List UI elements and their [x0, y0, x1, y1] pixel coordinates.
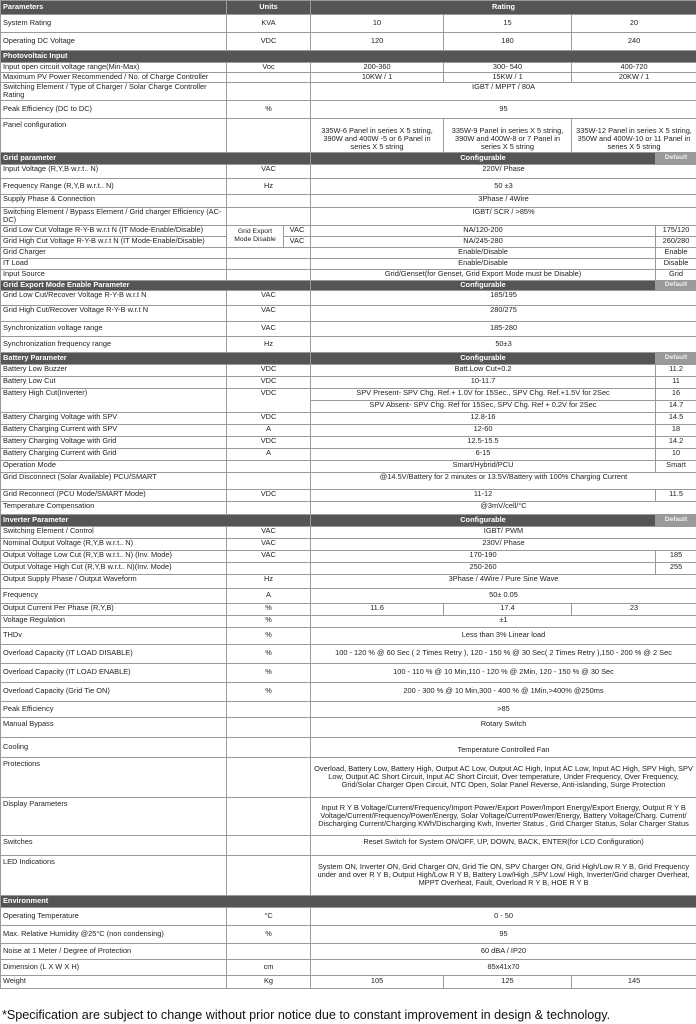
row-label: Manual Bypass: [1, 717, 227, 737]
value-cell: 0 - 50: [311, 907, 696, 925]
table-row: [1, 118, 696, 152]
value-cell: Smart/Hybrid/PCU: [311, 460, 656, 472]
table-row: [1, 83, 696, 101]
value-cell: 50 ±3: [311, 178, 696, 194]
table-row: [1, 574, 696, 588]
row-label: Temperature Compensation: [1, 501, 227, 514]
row-unit: %: [227, 925, 311, 943]
row-unit: %: [227, 615, 311, 627]
value-cell: 185-280: [311, 321, 696, 336]
header-parameters: Parameters: [1, 1, 227, 15]
table-row: [1, 682, 696, 701]
row-label: Voltage Regulation: [1, 615, 227, 627]
table-row: [1, 855, 696, 895]
row-label: Switching Element / Type of Charger / Solar Charge Controller Rating: [1, 83, 227, 101]
section-title: Photovoltaic Input: [1, 51, 696, 63]
value-cell: System ON, Inverter ON, Grid Charger ON, Grid Tie ON, SPV Charger ON, Grid High/Low R Y B, Grid Frequency under and over R Y B, Output High/Low R Y B, Battery Low/High ,SPV Low/ High, Inverter/Grid charger Overheat, MPPT Overheat, Fault, Overload R Y B, HOE R Y B: [311, 855, 696, 895]
row-label: Output Voltage Low Cut (R,Y,B w.r.t.. N) (Inv. Mode): [1, 550, 227, 562]
row-unit: %: [227, 663, 311, 682]
table-row: [1, 959, 696, 975]
default-cell: 10: [656, 448, 696, 460]
row-label: Input Voltage (R,Y,B w.r.t.. N): [1, 164, 227, 178]
row-label: Grid Reconnect (PCU Mode/SMART Mode): [1, 489, 227, 501]
row-unit: [227, 757, 311, 797]
row-label: Nominal Output Voltage (R,Y,B w.r.t.. N): [1, 538, 227, 550]
value-cell: 20: [572, 15, 696, 33]
row-unit: Hz: [227, 178, 311, 194]
row-unit: A: [227, 424, 311, 436]
value-cell: 105: [311, 975, 444, 988]
row-unit: %: [227, 644, 311, 663]
row-label: Battery High Cut(Inverter): [1, 388, 227, 412]
default-cell: 185: [656, 550, 696, 562]
row-unit: [227, 501, 311, 514]
row-label: Dimension (L X W X H): [1, 959, 227, 975]
section-header: [1, 51, 696, 63]
table-row: [1, 178, 696, 194]
row-unit: [227, 943, 311, 959]
row-unit: [227, 737, 311, 757]
row-label: Peak Efficiency: [1, 701, 227, 717]
footnote: *Specification are subject to change without prior notice due to constant improvement in design & technology.: [2, 1008, 611, 1022]
table-row: [1, 258, 696, 269]
row-unit: A: [227, 588, 311, 603]
section-header: [1, 895, 696, 907]
row-unit: cm: [227, 959, 311, 975]
table-row: [1, 225, 696, 236]
default-label: Default: [656, 152, 696, 164]
value-cell: 335W-12 Panel in series X 5 string, 350W and 400W-10 or 11 Panel in series X 5 string: [572, 118, 696, 152]
section-header: [1, 514, 696, 526]
table-row: [1, 63, 696, 73]
row-unit: Hz: [227, 336, 311, 352]
row-unit: [227, 73, 311, 83]
row-label: Overload Capacity (Grid Tie ON): [1, 682, 227, 701]
configurable-label: Configurable: [311, 514, 656, 526]
row-unit: [227, 701, 311, 717]
row-label: Noise at 1 Meter / Degree of Protection: [1, 943, 227, 959]
row-label: Panel configuration: [1, 118, 227, 152]
value-cell: 100 - 120 % @ 60 Sec ( 2 Times Retry ), 120 - 150 % @ 30 Sec( 2 Times Retry ),150 - 200 % @ 2 Sec: [311, 644, 696, 663]
row-unit: %: [227, 682, 311, 701]
value-cell: IGBT/ PWM: [311, 526, 696, 538]
section-header: [1, 352, 696, 364]
table-row: [1, 73, 696, 83]
row-label: Grid Low Cut/Recover Voltage R-Y-B w.r.t N: [1, 290, 227, 305]
row-label: Grid High Cut Voltage R-Y-B w.r.t N (IT Mode-Enable/Disable): [1, 236, 227, 247]
table-row: [1, 460, 696, 472]
table-row: [1, 925, 696, 943]
value-cell: 3Phase / 4Wire / Pure Sine Wave: [311, 574, 696, 588]
table-row: [1, 717, 696, 737]
default-cell: 175/120: [656, 225, 696, 236]
row-label: Frequency: [1, 588, 227, 603]
table-row: [1, 737, 696, 757]
row-unit: VAC: [227, 290, 311, 305]
row-unit: VAC: [227, 321, 311, 336]
row-unit: [227, 855, 311, 895]
value-cell: 85x41x70: [311, 959, 696, 975]
row-unit: [227, 835, 311, 855]
table-row: [1, 412, 696, 424]
value-cell: NA/245-280: [311, 236, 656, 247]
table-row: [1, 489, 696, 501]
row-label: Cooling: [1, 737, 227, 757]
table-row: [1, 603, 696, 615]
value-cell: IGBT/ SCR / >85%: [311, 207, 696, 225]
value-cell: IGBT / MPPT / 80A: [311, 83, 696, 101]
section-header: [1, 152, 696, 164]
value-cell: 170-190: [311, 550, 656, 562]
table-row: [1, 472, 696, 489]
value-cell: 145: [572, 975, 696, 988]
row-label: Protections: [1, 757, 227, 797]
default-label: Default: [656, 514, 696, 526]
value-cell: Less than 3% Linear load: [311, 627, 696, 644]
section-title: Environment: [1, 895, 696, 907]
table-row: [1, 797, 696, 835]
row-label: Battery Charging Voltage with SPV: [1, 412, 227, 424]
table-row: [1, 305, 696, 321]
value-cell: SPV Present- SPV Chg. Ref.+ 1.0V for 15Sec., SPV Chg. Ref.+1.5V for 2Sec: [311, 388, 656, 400]
table-row: [1, 550, 696, 562]
value-cell: @3mV/cell/°C: [311, 501, 696, 514]
row-unit: [227, 472, 311, 489]
row-unit: [227, 194, 311, 207]
default-cell: 14.5: [656, 412, 696, 424]
default-cell: 18: [656, 424, 696, 436]
value-cell: 12.5-15.5: [311, 436, 656, 448]
row-unit: VAC: [284, 236, 311, 247]
row-label: Overload Capacity (IT LOAD DISABLE): [1, 644, 227, 663]
table-row: [1, 757, 696, 797]
table-row: [1, 336, 696, 352]
row-label: Operating Temperature: [1, 907, 227, 925]
row-unit: VAC: [227, 164, 311, 178]
default-label: Default: [656, 352, 696, 364]
row-unit: [227, 717, 311, 737]
value-cell: Enable/Disable: [311, 247, 656, 258]
row-label: Output Supply Phase / Output Waveform: [1, 574, 227, 588]
row-label: Input Source: [1, 269, 227, 280]
row-unit: [227, 118, 311, 152]
row-label: THDv: [1, 627, 227, 644]
table-row: [1, 424, 696, 436]
table-row: [1, 627, 696, 644]
table-row: [1, 269, 696, 280]
table-row: [1, 663, 696, 682]
row-unit: %: [227, 627, 311, 644]
default-label: Default: [656, 280, 696, 290]
row-unit: KVA: [227, 15, 311, 33]
row-label: Output Current Per Phase (R,Y,B): [1, 603, 227, 615]
table-row: [1, 388, 696, 400]
row-label: Synchronization frequency range: [1, 336, 227, 352]
table-row: [1, 33, 696, 51]
section-title: Grid Export Mode Enable Parameter: [1, 280, 311, 290]
value-cell: 6-15: [311, 448, 656, 460]
value-cell: 180: [444, 33, 572, 51]
row-label: Output Voltage High Cut (R,Y,B w.r.t.. N)(Inv. Mode): [1, 562, 227, 574]
table-header: [1, 1, 696, 15]
value-cell: Temperature Controlled Fan: [311, 737, 696, 757]
value-cell: Input R Y B Voltage/Current/Frequency/Import Power/Export Power/Import Energy/Export Energy, Output R Y B Voltage/Current/Frequency/Power/Energy, Solar Voltage/Current/Power/Energy, Battery Voltage/Charg. Current/ Discharging Current/Charging KWh/Discharging Kwh, Inverter Status , Grid Charger Status, Solar Charger Status: [311, 797, 696, 835]
value-cell: Enable/Disable: [311, 258, 656, 269]
row-label: Grid Disconnect (Solar Available) PCU/SMART: [1, 472, 227, 489]
value-cell: 60 dBA / IP20: [311, 943, 696, 959]
value-cell: >85: [311, 701, 696, 717]
value-cell: Overload, Battery Low, Battery High, Output AC Low, Output AC High, Input AC Low, Input AC High, SPV High, SPV Low, Output AC Short Circuit, Input AC Short Circuit, Over temperature, Under Frequency, Over Frequency, Grid/Solar Charger Open Circuit, NTC Open, Solar Panel Reverse, Anti-islanding, Surge Protection: [311, 757, 696, 797]
row-unit: [227, 562, 311, 574]
table-row: [1, 321, 696, 336]
row-unit: VAC: [284, 225, 311, 236]
configurable-label: Configurable: [311, 280, 656, 290]
table-row: [1, 835, 696, 855]
table-row: [1, 164, 696, 178]
row-unit: [227, 797, 311, 835]
row-label: Synchronization voltage range: [1, 321, 227, 336]
default-cell: 14.2: [656, 436, 696, 448]
default-cell: Enable: [656, 247, 696, 258]
row-unit: Hz: [227, 574, 311, 588]
value-cell: 17.4: [444, 603, 572, 615]
row-label: Grid Charger: [1, 247, 227, 258]
row-unit: %: [227, 603, 311, 615]
row-unit: VDC: [227, 388, 311, 412]
row-label: Battery Low Buzzer: [1, 364, 227, 376]
row-unit: VAC: [227, 526, 311, 538]
value-cell: 220V/ Phase: [311, 164, 696, 178]
default-cell: 11.2: [656, 364, 696, 376]
row-label: Grid High Cut/Recover Voltage R-Y-B w.r.t N: [1, 305, 227, 321]
default-cell: 14.7: [656, 400, 696, 412]
value-cell: 10KW / 1: [311, 73, 444, 83]
table-row: [1, 247, 696, 258]
row-unit: VDC: [227, 436, 311, 448]
row-unit: VDC: [227, 33, 311, 51]
grid-export-disable-label: Grid Export Mode Disable: [227, 225, 284, 247]
row-unit: Kg: [227, 975, 311, 988]
table-row: [1, 907, 696, 925]
table-row: [1, 376, 696, 388]
value-cell: 20KW / 1: [572, 73, 696, 83]
value-cell: 250-260: [311, 562, 656, 574]
row-unit: [227, 207, 311, 225]
table-row: [1, 194, 696, 207]
row-unit: [227, 83, 311, 101]
row-unit: VDC: [227, 364, 311, 376]
row-unit: VDC: [227, 412, 311, 424]
table-row: [1, 15, 696, 33]
value-cell: 95: [311, 925, 696, 943]
table-row: [1, 975, 696, 988]
default-cell: 260/280: [656, 236, 696, 247]
row-label: Max. Relative Humidity @25°C (non condensing): [1, 925, 227, 943]
value-cell: 50±3: [311, 336, 696, 352]
configurable-label: Configurable: [311, 152, 656, 164]
table-row: [1, 562, 696, 574]
table-row: [1, 526, 696, 538]
configurable-label: Configurable: [311, 352, 656, 364]
row-unit: VDC: [227, 376, 311, 388]
table-row: [1, 236, 696, 247]
value-cell: 11-12: [311, 489, 656, 501]
section-header: [1, 280, 696, 290]
value-cell: 3Phase / 4Wire: [311, 194, 696, 207]
row-label: Weight: [1, 975, 227, 988]
default-cell: Disable: [656, 258, 696, 269]
value-cell: 50± 0.05: [311, 588, 696, 603]
row-label: Frequency Range (R,Y,B w.r.t.. N): [1, 178, 227, 194]
table-row: [1, 501, 696, 514]
row-label: Operation Mode: [1, 460, 227, 472]
row-label: Grid Low Cut Voltage R-Y-B w.r.t N (IT Mode-Enable/Disable): [1, 225, 227, 236]
value-cell: @14.5V/Battery for 2 minutes or 13.5V/Battery with 100% Charging Current: [311, 472, 696, 489]
value-cell: 10-11.7: [311, 376, 656, 388]
value-cell: NA/120-200: [311, 225, 656, 236]
value-cell: Reset Switch for System ON/OFF, UP, DOWN, BACK, ENTER(for LCD Configuration): [311, 835, 696, 855]
value-cell: Rotary Switch: [311, 717, 696, 737]
table-row: [1, 644, 696, 663]
value-cell: 200 - 300 % @ 10 Min,300 - 400 % @ 1Min,>400% @250ms: [311, 682, 696, 701]
value-cell: 11.6: [311, 603, 444, 615]
default-cell: Smart: [656, 460, 696, 472]
value-cell: 125: [444, 975, 572, 988]
row-label: Operating DC Voltage: [1, 33, 227, 51]
header-rating: Rating: [311, 1, 696, 15]
value-cell: 185/195: [311, 290, 696, 305]
value-cell: SPV Absent- SPV Chg. Ref for 15Sec, SPV Chg. Ref + 0.2V for 2Sec: [311, 400, 656, 412]
row-label: System Rating: [1, 15, 227, 33]
row-unit: %: [227, 100, 311, 118]
row-label: Battery Charging Voltage with Grid: [1, 436, 227, 448]
value-cell: 335W-6 Panel in series X 5 string, 390W and 400W -5 or 6 Panel in series X 5 string: [311, 118, 444, 152]
header-units: Units: [227, 1, 311, 15]
table-row: [1, 290, 696, 305]
table-row: [1, 538, 696, 550]
value-cell: 400-720: [572, 63, 696, 73]
row-label: Switching Element / Control: [1, 526, 227, 538]
table-row: [1, 448, 696, 460]
table-row: [1, 943, 696, 959]
row-unit: °C: [227, 907, 311, 925]
row-label: Input open circuit voltage range(Min-Max): [1, 63, 227, 73]
value-cell: 10: [311, 15, 444, 33]
row-unit: VDC: [227, 489, 311, 501]
value-cell: 100 - 110 % @ 10 Min,110 - 120 % @ 2Min, 120 - 150 % @ 30 Sec: [311, 663, 696, 682]
table-row: [1, 207, 696, 225]
value-cell: 95: [311, 100, 696, 118]
section-title: Battery Parameter: [1, 352, 311, 364]
row-unit: VAC: [227, 538, 311, 550]
row-unit: [227, 258, 311, 269]
default-cell: 255: [656, 562, 696, 574]
row-unit: A: [227, 448, 311, 460]
default-cell: 16: [656, 388, 696, 400]
row-label: Peak Efficiency (DC to DC): [1, 100, 227, 118]
row-unit: Voc: [227, 63, 311, 73]
value-cell: 120: [311, 33, 444, 51]
row-label: Battery Low Cut: [1, 376, 227, 388]
row-label: Battery Charging Current with Grid: [1, 448, 227, 460]
default-cell: Grid: [656, 269, 696, 280]
row-label: IT Load: [1, 258, 227, 269]
default-cell: 11.5: [656, 489, 696, 501]
value-cell: 200-360: [311, 63, 444, 73]
row-unit: VAC: [227, 305, 311, 321]
table-row: [1, 364, 696, 376]
value-cell: Batt.Low Cut+0.2: [311, 364, 656, 376]
value-cell: 280/275: [311, 305, 696, 321]
section-title: Inverter Parameter: [1, 514, 311, 526]
row-unit: [227, 269, 311, 280]
table-row: [1, 615, 696, 627]
row-label: LED Indications: [1, 855, 227, 895]
value-cell: 15KW / 1: [444, 73, 572, 83]
table-row: [1, 701, 696, 717]
value-cell: 335W-9 Panel in series X 5 string, 390W and 400W-8 or 7 Panel in series X 5 string: [444, 118, 572, 152]
row-unit: [227, 460, 311, 472]
row-label: Battery Charging Current with SPV: [1, 424, 227, 436]
value-cell: Grid/Genset(for Genset, Grid Export Mode must be Disable): [311, 269, 656, 280]
value-cell: 300- 540: [444, 63, 572, 73]
row-label: Switches: [1, 835, 227, 855]
section-title: Grid parameter: [1, 152, 311, 164]
value-cell: ±1: [311, 615, 696, 627]
row-label: Switching Element / Bypass Element / Grid charger Efficiency (AC-DC): [1, 207, 227, 225]
row-label: Display Parameters: [1, 797, 227, 835]
value-cell: 12-60: [311, 424, 656, 436]
value-cell: 230V/ Phase: [311, 538, 696, 550]
value-cell: 12.8-16: [311, 412, 656, 424]
row-unit: VAC: [227, 550, 311, 562]
value-cell: 15: [444, 15, 572, 33]
row-label: Maximum PV Power Recommended / No. of Charge Controller: [1, 73, 227, 83]
table-row: [1, 588, 696, 603]
row-label: Overload Capacity (IT LOAD ENABLE): [1, 663, 227, 682]
default-cell: 11: [656, 376, 696, 388]
value-cell: 23: [572, 603, 696, 615]
row-label: Supply Phase & Connection: [1, 194, 227, 207]
table-row: [1, 100, 696, 118]
row-unit: [227, 247, 311, 258]
table-row: [1, 436, 696, 448]
value-cell: 240: [572, 33, 696, 51]
